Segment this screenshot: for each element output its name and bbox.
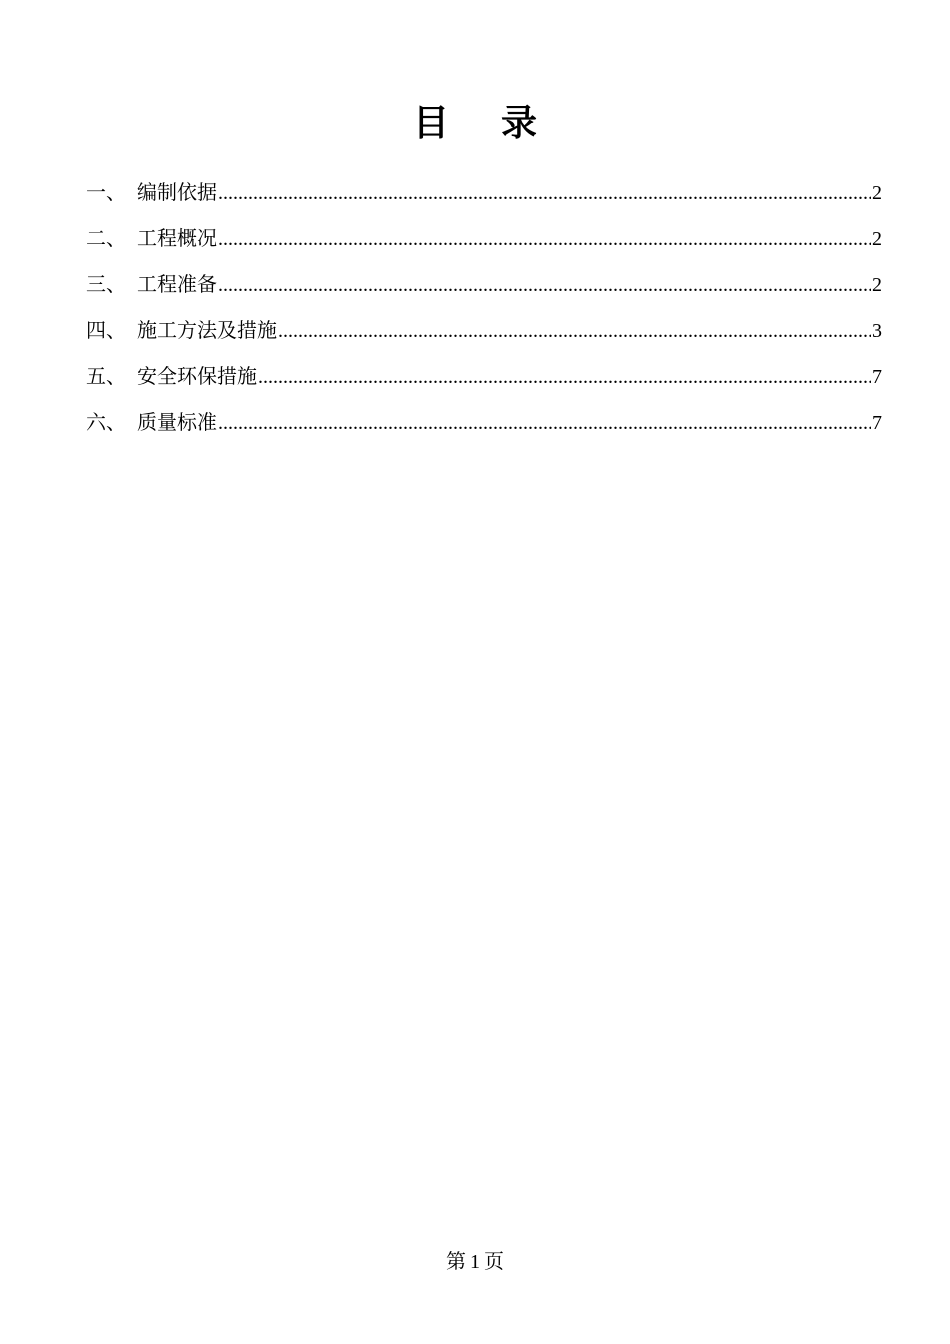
footer-prefix: 第	[446, 1249, 466, 1273]
toc-entry-page: 3	[872, 320, 882, 342]
toc-entry-title: 质量标准	[137, 410, 217, 434]
toc-entry-page: 2	[872, 274, 882, 296]
toc-dot-leader	[218, 173, 871, 213]
toc-entry-title: 工程准备	[137, 272, 217, 296]
toc-dot-leader	[218, 219, 871, 259]
toc-dot-leader	[258, 357, 871, 397]
toc-entry-number: 一、	[86, 180, 126, 204]
page-footer	[0, 1246, 950, 1277]
toc-entry-title: 施工方法及措施	[137, 318, 277, 342]
toc-entry-page: 2	[872, 182, 882, 204]
toc-entry[interactable]	[86, 310, 882, 356]
toc-entry-page: 2	[872, 228, 882, 250]
toc-entry-number: 三、	[86, 272, 126, 296]
toc-entry-number: 四、	[86, 318, 126, 342]
toc-entry[interactable]	[86, 264, 882, 310]
toc-title-char-1: 目	[412, 102, 449, 144]
toc-entry[interactable]	[86, 172, 882, 218]
toc-entry[interactable]	[86, 402, 882, 448]
toc-entry-number: 二、	[86, 226, 126, 250]
toc-entry-number: 六、	[86, 410, 126, 434]
toc-entry-number: 五、	[86, 364, 126, 388]
toc-list	[86, 172, 882, 448]
toc-entry[interactable]	[86, 356, 882, 402]
toc-entry[interactable]	[86, 218, 882, 264]
toc-entry-page: 7	[872, 412, 882, 434]
toc-dot-leader	[218, 403, 871, 443]
toc-dot-leader	[218, 265, 871, 305]
toc-entry-title: 安全环保措施	[137, 364, 257, 388]
footer-page-number: 1	[470, 1251, 480, 1273]
toc-entry-title: 工程概况	[137, 226, 217, 250]
toc-entry-page: 7	[872, 366, 882, 388]
toc-dot-leader	[278, 311, 871, 351]
footer-suffix: 页	[484, 1249, 504, 1273]
toc-title-char-2: 录	[501, 102, 538, 144]
toc-title	[0, 98, 950, 148]
toc-entry-title: 编制依据	[137, 180, 217, 204]
